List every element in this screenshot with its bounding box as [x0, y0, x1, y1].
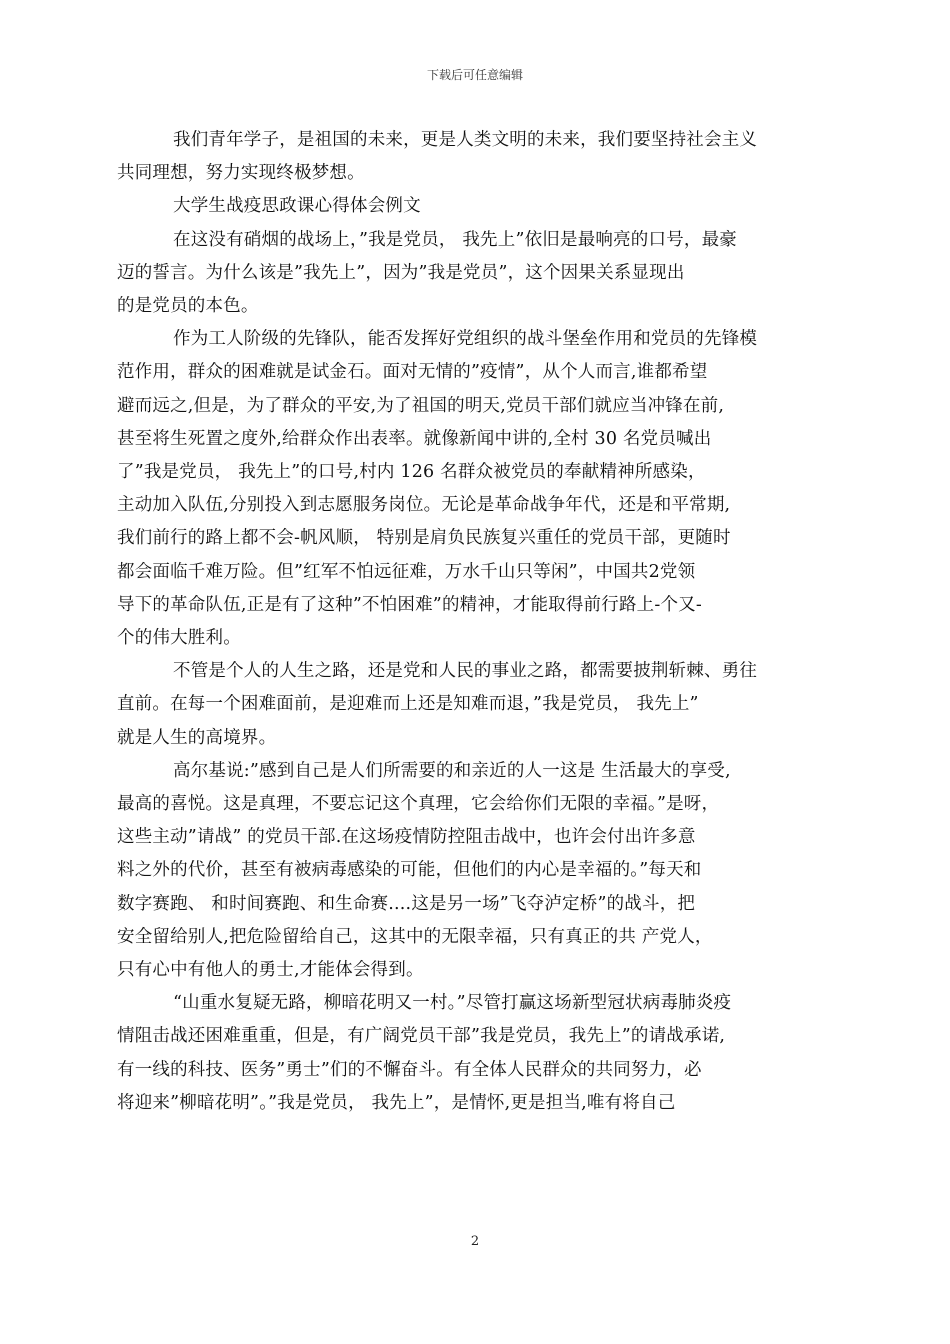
text-line: 就是人生的高境界。 — [117, 727, 277, 748]
text-line: 范作用，群众的困难就是试金石。面对无情的”疫情”，从个人而言,谁都希望 — [117, 362, 708, 383]
document-body — [117, 124, 813, 1120]
text-line: 只有心中有他人的勇士,才能体会得到。 — [117, 960, 424, 981]
text-line: 作为工人阶级的先锋队，能否发挥好党组织的战斗堡垒作用和党员的先锋模 — [173, 329, 758, 350]
text-line: 在这没有硝烟的战场上，”我是党员， 我先上”依旧是最响亮的口号，最豪 — [173, 229, 738, 250]
text-line: 最高的喜悦。这是真理，不要忘记这个真理，它会给你们无限的幸福。”是呀， — [117, 794, 720, 815]
text-line: 迈的誓言。为什么该是”我先上”，因为”我是党员”，这个因果关系显现出 — [117, 262, 685, 283]
text-line: 这些主动”请战” 的党员干部.在这场疫情防控阻击战中，也许会付出许多意 — [117, 827, 696, 848]
text-line: 高尔基说:”感到自己是人们所需要的和亲近的人一这是 生活最大的享受, — [173, 760, 731, 781]
paragraph-3 — [117, 323, 813, 655]
text-line: 的是党员的本色。 — [117, 296, 259, 317]
paragraph-1 — [117, 124, 813, 190]
text-line: 将迎来”柳暗花明”。”我是党员， 我先上”，是情怀,更是担当,唯有将自己 — [117, 1092, 676, 1113]
text-line: 大学生战疫思政课心得体会例文 — [173, 196, 421, 217]
text-line: 我们青年学子，是祖国的未来，更是人类文明的未来，我们要坚持社会主义 — [173, 130, 758, 150]
paragraph-2 — [117, 224, 813, 324]
paragraph-4 — [117, 655, 813, 755]
text-line: 甚至将生死置之度外,给群众作出表率。就像新闻中讲的,全村 30 名党员喊出 — [117, 428, 712, 449]
text-line: 我们前行的路上都不会-帆风顺， 特别是肩负民族复兴重任的党员干部，更随时 — [117, 528, 731, 549]
text-line: 料之外的代价，甚至有被病毒感染的可能，但他们的内心是幸福的。”每天和 — [117, 860, 702, 881]
paragraph-5 — [117, 755, 813, 987]
section-title — [145, 190, 813, 223]
paragraph-6 — [117, 987, 813, 1120]
text-line: 了”我是党员， 我先上”的口号,村内 126 名群众被党员的奉献精神所感染， — [117, 462, 706, 483]
text-line: 导下的革命队伍,正是有了这种”不怕困难”的精神，才能取得前行路上-个又- — [117, 594, 702, 615]
text-line: 个的伟大胜利。 — [117, 628, 241, 649]
text-line: 情阻击战还困难重重，但是，有广阔党员干部”我是党员，我先上”的请战承诺, — [117, 1026, 726, 1047]
text-line: 安全留给别人,把危险留给自己，这其中的无限幸福，只有真正的共 产党人， — [117, 926, 713, 947]
page-number: 2 — [470, 1234, 480, 1249]
text-line: 不管是个人的人生之路，还是党和人民的事业之路，都需要披荆斩棘、勇往 — [173, 661, 758, 682]
text-line: 有一线的科技、医务”勇士”们的不懈奋斗。有全体人民群众的共同努力，必 — [117, 1059, 702, 1080]
text-line: 都会面临千难万险。但”红军不怕远征难，万水千山只等闲”，中国共2党领 — [117, 561, 696, 582]
text-line: 数字赛跑、 和时间赛跑、和生命赛....这是另一场”飞夺泸定桥”的战斗，把 — [117, 893, 696, 914]
text-line: 共同理想，努力实现终极梦想。 — [117, 163, 365, 184]
text-line: “山重水复疑无路，柳暗花明又一村。”尽管打赢这场新型冠状病毒肺炎疫 — [173, 993, 732, 1014]
text-line: 直前。在每一个困难面前，是迎难而上还是知难而退，”我是党员， 我先上” — [117, 694, 699, 715]
text-line: 避而远之,但是，为了群众的平安,为了祖国的明天,党员干部们就应当冲锋在前, — [117, 395, 725, 416]
text-line: 主动加入队伍,分别投入到志愿服务岗位。无论是革命战争年代，还是和平常期, — [117, 495, 731, 516]
page-header: 下载后可任意编辑 — [426, 68, 523, 82]
